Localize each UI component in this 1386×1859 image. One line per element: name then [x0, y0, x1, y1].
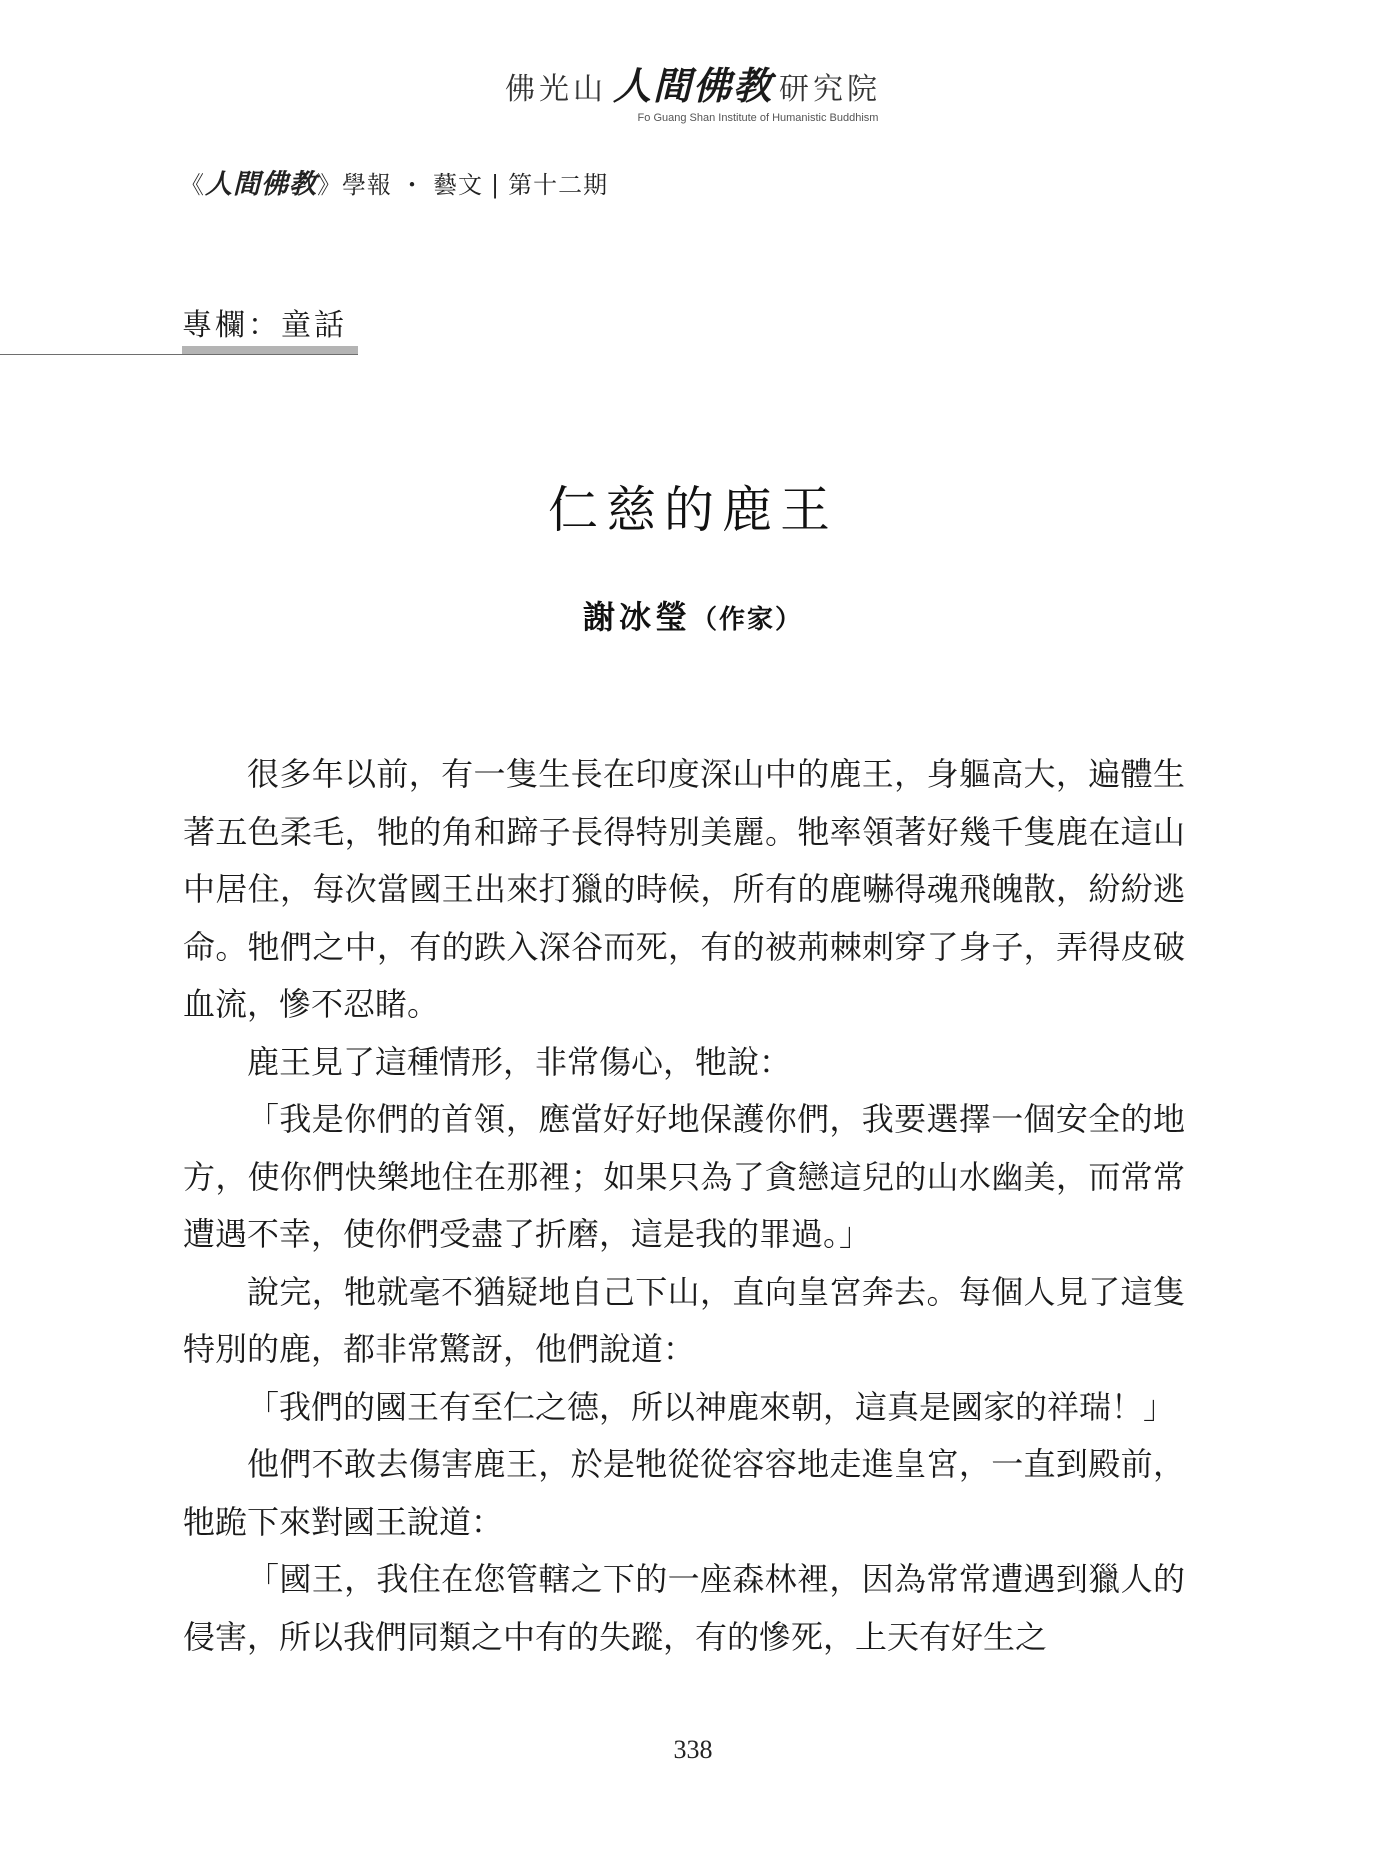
institute-suffix: 研究院 [779, 72, 881, 107]
journal-close-bracket: 》 [317, 171, 342, 199]
institute-logo: 人間佛教 [612, 64, 773, 108]
paragraph: 「國王，我住在您管轄之下的一座森林裡，因為常常遭遇到獵人的侵害，所以我們同類之中有的失蹤，有的慘死，上天有好生之 [183, 1560, 1185, 1656]
journal-running-head [180, 162, 608, 201]
column-rule-line [0, 354, 358, 355]
journal-logo: 人間佛教 [205, 169, 317, 200]
page-header [0, 66, 1386, 124]
column-label: 專欄：童話 [182, 308, 347, 343]
institute-name [0, 66, 1386, 110]
paragraph: 「我是你們的首領，應當好好地保護你們，我要選擇一個安全的地方，使你們快樂地住在那裡；如果只為了貪戀這兒的山水幽美，而常常遭遇不幸，使你們受盡了折磨，這是我的罪過。」 [183, 1100, 1185, 1253]
paragraph: 鹿王見了這種情形，非常傷心，牠說： [247, 1042, 792, 1081]
paragraph: 「我們的國王有至仁之德，所以神鹿來朝，這真是國家的祥瑞！」 [247, 1387, 1176, 1426]
article-title: 仁慈的鹿王 [548, 481, 838, 539]
journal-divider: | [491, 171, 501, 199]
journal-issue: 第十二期 [508, 171, 609, 199]
journal-bullet: ・ [400, 171, 425, 199]
paragraph: 很多年以前，有一隻生長在印度深山中的鹿王，身軀高大，遍體生著五色柔毛，牠的角和蹄子長得特別美麗。牠率領著好幾千隻鹿在這山中居住，每次當國王出來打獵的時候，所有的鹿嚇得魂飛魄散，紛紛逃命。牠們之中，有的跌入深谷而死，有的被荊棘刺穿了身子，弄得皮破血流，慘不忍睹。 [183, 755, 1185, 1023]
column-underline-bar [182, 346, 358, 354]
journal-open-bracket: 《 [180, 171, 205, 199]
paragraph: 說完，牠就毫不猶疑地自己下山，直向皇宮奔去。每個人見了這隻特別的鹿，都非常驚訝，他們說道： [183, 1272, 1185, 1368]
journal-section: 藝文 [433, 171, 483, 199]
author-role: （作家） [691, 605, 804, 635]
paragraph: 他們不敢去傷害鹿王，於是牠從從容容地走進皇宮，一直到殿前，牠跪下來對國王說道： [183, 1445, 1185, 1541]
author-line [0, 592, 1386, 638]
author-name: 謝冰瑩 [582, 598, 691, 636]
article-body [183, 746, 1185, 1666]
institute-prefix: 佛光山 [504, 72, 607, 107]
institute-english-name: Fo Guang Shan Institute of Humanistic Buddhism [637, 112, 879, 124]
page-number: 338 [673, 1735, 713, 1764]
journal-name-suffix: 學報 [342, 171, 392, 199]
